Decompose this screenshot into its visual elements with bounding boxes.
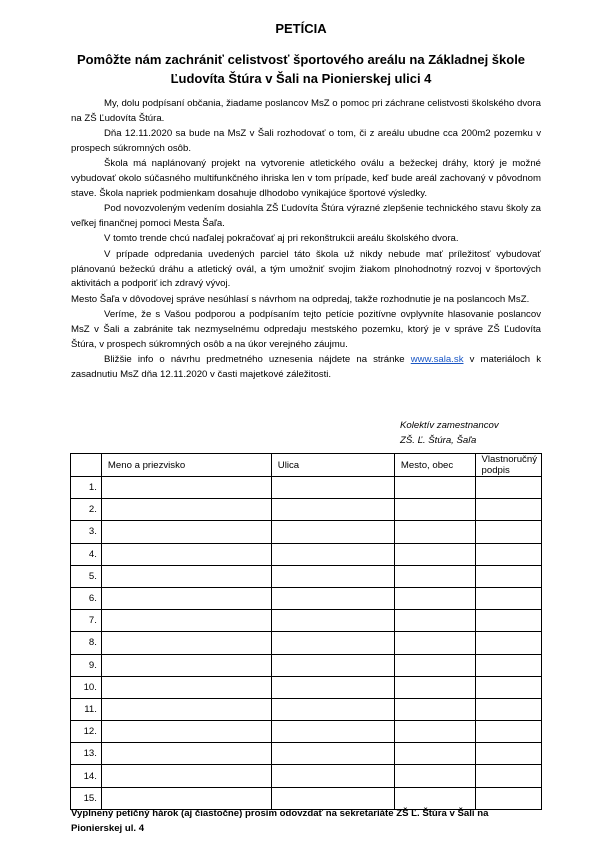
row-number: 10.: [71, 676, 102, 698]
table-row: [71, 543, 542, 565]
row-number: 15.: [71, 787, 102, 809]
name-cell[interactable]: [101, 610, 271, 632]
name-cell[interactable]: [101, 477, 271, 499]
name-cell[interactable]: [101, 587, 271, 609]
table-row: [71, 676, 542, 698]
table-row: [71, 477, 542, 499]
name-cell[interactable]: [101, 499, 271, 521]
city-cell[interactable]: [394, 632, 475, 654]
paragraph: Veríme, že s Vašou podporou a podpísaním tejto petície pozitívne ovplyvníte hlasovanie poslancov MsZ v Šali a zabránite tak nezmyselnému odpredaju mestského pozemku, ktorý je v správe ZŠ Ľudovíta Štúra, v prospech súkromných osôb a na úkor verejného záujmu.: [71, 309, 541, 350]
subtitle-line-1: Pomôžte nám zachrániť celistvosť športového areálu na Základnej škole: [76, 52, 526, 67]
signature-cell[interactable]: [475, 587, 541, 609]
name-cell[interactable]: [101, 743, 271, 765]
city-cell[interactable]: [394, 654, 475, 676]
paragraph: Škola má naplánovaný projekt na vytvorenie atletického oválu a bežeckej dráhy, ktorý je možné vybudovať okolo súčasného multifunkčného ihriska len v tom prípade, keď bude areál zachovaný v pôvodnom stave. Škola napriek podmienkam dosahuje dlhodobo vynikajúce športové výsledky.: [71, 158, 541, 199]
row-number: 3.: [71, 521, 102, 543]
street-cell[interactable]: [271, 787, 394, 809]
name-cell[interactable]: [101, 721, 271, 743]
subtitle-line-2: Ľudovíta Štúra v Šali na Pionierskej ulici 4: [170, 71, 432, 86]
street-cell[interactable]: [271, 765, 394, 787]
paragraph: Pod novozvoleným vedením dosiahla ZŠ Ľudovíta Štúra výrazné zlepšenie technického stavu školy za veľkej finančnej pomoci Mesta Šaľa.: [71, 203, 541, 229]
info-text-end: v materiáloch k zasadnutiu MsZ dňa 12.11.2020 v časti majetkové záležitosti.: [71, 354, 542, 380]
petition-body: [71, 97, 541, 383]
city-cell[interactable]: [394, 721, 475, 743]
street-cell[interactable]: [271, 477, 394, 499]
street-cell[interactable]: [271, 521, 394, 543]
signature-cell[interactable]: [475, 654, 541, 676]
table-row: [71, 610, 542, 632]
info-paragraph: [71, 353, 541, 382]
city-cell[interactable]: [394, 543, 475, 565]
name-cell[interactable]: [101, 765, 271, 787]
name-cell[interactable]: [101, 676, 271, 698]
document-title: PETÍCIA: [275, 21, 327, 36]
signature-header: Vlastnoručný podpis: [475, 454, 541, 477]
name-cell[interactable]: [101, 787, 271, 809]
name-cell[interactable]: [101, 565, 271, 587]
table-row: [71, 587, 542, 609]
row-number: 6.: [71, 587, 102, 609]
table-row: [71, 743, 542, 765]
table-row: [71, 565, 542, 587]
info-text: Bližšie info o návrhu predmetného uznesenia nájdete na stránke: [104, 354, 411, 366]
footer-line-1: Vyplnený petičný hárok (aj čiastočne) prosím odovzdať na sekretariáte ZŠ Ľ. Štúra v Šali na: [71, 808, 489, 819]
footer-note: [71, 807, 541, 836]
footer-line-2: Pionierskej ul. 4: [71, 822, 145, 834]
paragraph: V prípade odpredania uvedených parciel táto škola už nikdy nebude mať príležitosť vybudovať plánovanú bežeckú dráhu a atletický ovál, a tým umožniť svojim žiakom plnohodnotný rozvoj v športových aktivitách a podporiť ich zdravý vývoj.: [71, 248, 541, 290]
signature-cell[interactable]: [475, 787, 541, 809]
signature-cell[interactable]: [475, 565, 541, 587]
street-cell[interactable]: [271, 632, 394, 654]
sala-link[interactable]: www.sala.sk: [410, 354, 464, 366]
street-cell[interactable]: [271, 698, 394, 720]
table-row: [71, 787, 542, 809]
row-number: 8.: [71, 632, 102, 654]
paragraph: Dňa 12.11.2020 sa bude na MsZ v Šali rozhodovať o tom, či z areálu ubudne cca 200m2 pozemku v prospech súkromných osôb.: [71, 128, 541, 154]
row-number: 1.: [71, 477, 102, 499]
signature-cell[interactable]: [475, 477, 541, 499]
signature-line-1: Kolektív zamestnancov: [400, 420, 499, 431]
name-cell[interactable]: [101, 698, 271, 720]
city-cell[interactable]: [394, 521, 475, 543]
city-cell[interactable]: [394, 676, 475, 698]
number-header: [71, 454, 102, 477]
street-cell[interactable]: [271, 499, 394, 521]
name-cell[interactable]: [101, 521, 271, 543]
signature-line-2: ZŠ. Ľ. Štúra, Šaľa: [400, 434, 477, 446]
table-row: [71, 721, 542, 743]
city-cell[interactable]: [394, 765, 475, 787]
row-number: 14.: [71, 765, 102, 787]
table-row: [71, 765, 542, 787]
street-cell[interactable]: [271, 587, 394, 609]
table-header-row: [71, 454, 542, 477]
street-cell[interactable]: [271, 654, 394, 676]
signature-cell[interactable]: [475, 743, 541, 765]
city-cell[interactable]: [394, 587, 475, 609]
row-number: 2.: [71, 499, 102, 521]
row-number: 12.: [71, 721, 102, 743]
city-cell[interactable]: [394, 499, 475, 521]
street-header: Ulica: [271, 454, 394, 477]
name-cell[interactable]: [101, 632, 271, 654]
signature-cell[interactable]: [475, 610, 541, 632]
street-cell[interactable]: [271, 543, 394, 565]
signature-cell[interactable]: [475, 765, 541, 787]
name-header: Meno a priezvisko: [101, 454, 271, 477]
signature-cell[interactable]: [475, 676, 541, 698]
table-row: [71, 698, 542, 720]
signature-cell[interactable]: [475, 632, 541, 654]
paragraph: My, dolu podpísaní občania, žiadame poslancov MsZ o pomoc pri záchrane celistvosti školského dvora na ZŠ Ľudovíta Štúra.: [71, 98, 541, 124]
row-number: 13.: [71, 743, 102, 765]
city-cell[interactable]: [394, 743, 475, 765]
street-cell[interactable]: [271, 676, 394, 698]
signature-cell[interactable]: [475, 698, 541, 720]
name-cell[interactable]: [101, 543, 271, 565]
street-cell[interactable]: [271, 565, 394, 587]
street-cell[interactable]: [271, 743, 394, 765]
street-cell[interactable]: [271, 721, 394, 743]
table-row: [71, 521, 542, 543]
row-number: 11.: [71, 698, 102, 720]
city-cell[interactable]: [394, 610, 475, 632]
document-subtitle: [60, 50, 542, 88]
row-number: 5.: [71, 565, 102, 587]
table-row: [71, 499, 542, 521]
signature-cell[interactable]: [475, 721, 541, 743]
row-number: 4.: [71, 543, 102, 565]
city-cell[interactable]: [394, 565, 475, 587]
table-row: [71, 632, 542, 654]
city-cell[interactable]: [394, 698, 475, 720]
signature-cell[interactable]: [475, 499, 541, 521]
signature-table: [70, 453, 542, 810]
row-number: 9.: [71, 654, 102, 676]
table-row: [71, 654, 542, 676]
signature-cell[interactable]: [475, 521, 541, 543]
paragraph: Mesto Šaľa v dôvodovej správe nesúhlasí s návrhom na odpredaj, takže rozhodnutie je na poslancoch MsZ.: [71, 293, 530, 305]
city-cell[interactable]: [394, 787, 475, 809]
signature-block: [400, 419, 499, 448]
paragraph: V tomto trende chcú naďalej pokračovať aj pri rekonštrukcii areálu školského dvora.: [104, 233, 459, 245]
street-cell[interactable]: [271, 610, 394, 632]
row-number: 7.: [71, 610, 102, 632]
city-header: Mesto, obec: [394, 454, 475, 477]
name-cell[interactable]: [101, 654, 271, 676]
signature-cell[interactable]: [475, 543, 541, 565]
city-cell[interactable]: [394, 477, 475, 499]
